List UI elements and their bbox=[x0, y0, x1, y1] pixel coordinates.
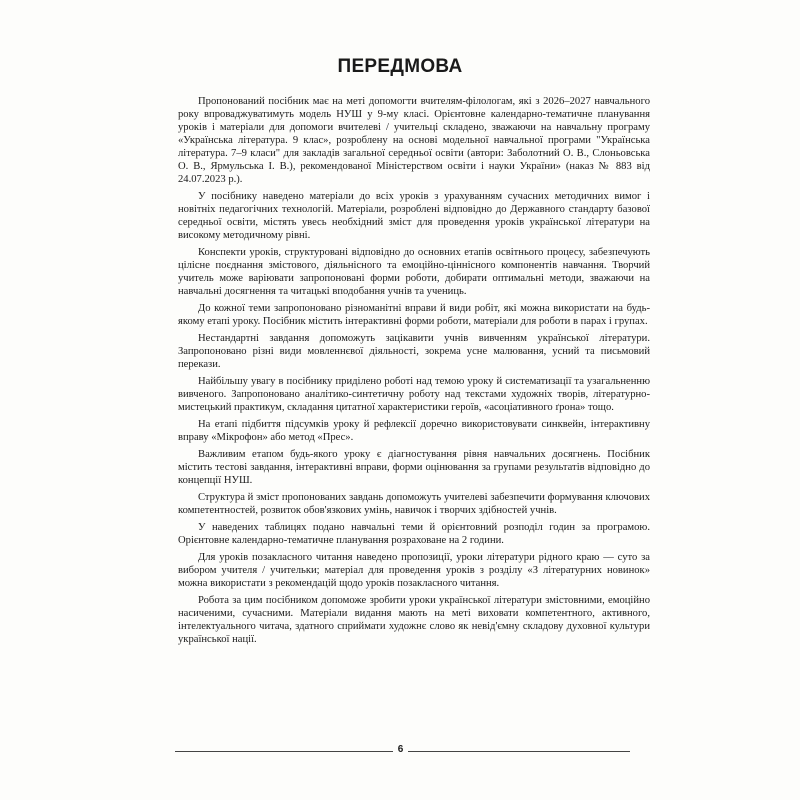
paragraph-4: До кожної теми запропоновано різноманітні вправи й види робіт, які можна використати на будь-якому етапі уроку. Посібник містить інтерактивні форми роботи, матеріали для роботи в парах і групах. bbox=[178, 303, 650, 327]
paragraph-9: Структура й зміст пропонованих завдань допоможуть учителеві забезпечити формування ключових компетентностей, розвиток обов'язкових умінь, навичок і творчих здібностей учнів. bbox=[178, 492, 650, 516]
preface-body bbox=[178, 95, 650, 650]
paragraph-5: Нестандартні завдання допоможуть зацікавити учнів вивченням української літератури. Запропоновано різні види мовленнєвої діяльності, зокрема усне малювання, усний та письмовий перекази. bbox=[178, 333, 650, 370]
paragraph-2: У посібнику наведено матеріали до всіх уроків з урахуванням сучасних методичних вимог і новітніх педагогічних технологій. Матеріали, розроблені відповідно до Державного стандарту базової середньої освіти, містять увесь необхідний зміст для проведення уроків української літератури на високому методичному рівні. bbox=[178, 191, 650, 241]
footer-rule-right bbox=[408, 751, 630, 752]
paragraph-6: Найбільшу увагу в посібнику приділено роботі над темою уроку й систематизації та узагальненню вивченого. Запропоновано аналітико-синтетичну роботу над текстами художніх творів, літературно-мистецький практикум, складання цитатної характеристики героїв, «асоціативного ґрона» тощо. bbox=[178, 376, 650, 413]
paragraph-8: Важливим етапом будь-якого уроку є діагностування рівня навчальних досягнень. Посібник містить тестові завдання, інтерактивні вправи, форми оцінювання за групами результатів відповідно до концепції НУШ. bbox=[178, 449, 650, 486]
paragraph-12: Робота за цим посібником допоможе зробити уроки української літератури змістовними, емоційно насиченими, сучасними. Матеріали видання мають на меті виховати компетентного, активного, інтелектуального читача, здатного сприймати художнє слово як невід'ємну складову духовної культури української нації. bbox=[178, 595, 650, 645]
paragraph-3: Конспекти уроків, структуровані відповідно до основних етапів освітнього процесу, забезпечують цілісне поєднання змістового, діяльнісного та емоційно-ціннісного компонентів навчання. Творчий учитель може варіювати запропоновані форми роботи, добирати оптимальні методи, зважаючи на навчальні досягнення та читацькі вподобання учнів та учениць. bbox=[178, 247, 650, 297]
page-title: ПЕРЕДМОВА bbox=[337, 56, 463, 77]
paragraph-11: Для уроків позакласного читання наведено пропозиції, уроки літератури рідного краю — суто за вибором учителя / учительки; матеріал для проведення уроків з розділу «З літературних новинок» можна використати з рекомендацій щодо уроків позакласного читання. bbox=[178, 552, 650, 589]
footer-rule-left bbox=[175, 751, 393, 752]
paragraph-10: У наведених таблицях подано навчальні теми й орієнтовний розподіл годин за програмою. Орієнтовне календарно-тематичне планування розраховане на 2 години. bbox=[178, 522, 650, 546]
paragraph-1: Пропонований посібник має на меті допомогти вчителям-філологам, які з 2026–2027 навчального року впроваджуватимуть модель НУШ у 9-му класі. Орієнтовне календарно-тематичне планування уроків і матеріали для допомоги вчителеві / учительці складено, зважаючи на навчальну програму «Українська література. 9 клас», розроблену на основі модельної навчальної програми "Українська література. 7–9 класи" для закладів загальної середньої освіти (автори: Заболотний О. В., Слоньовська О. В., Ярмульська І. В.), рекомендованої Міністерством освіти і науки України» (наказ № 883 від 24.07.2023 р.). bbox=[178, 96, 650, 185]
paragraph-7: На етапі підбиття підсумків уроку й рефлексії доречно використовувати синквейн, інтерактивну вправу «Мікрофон» або метод «Прес». bbox=[178, 419, 650, 443]
page-number: 6 bbox=[397, 744, 404, 755]
